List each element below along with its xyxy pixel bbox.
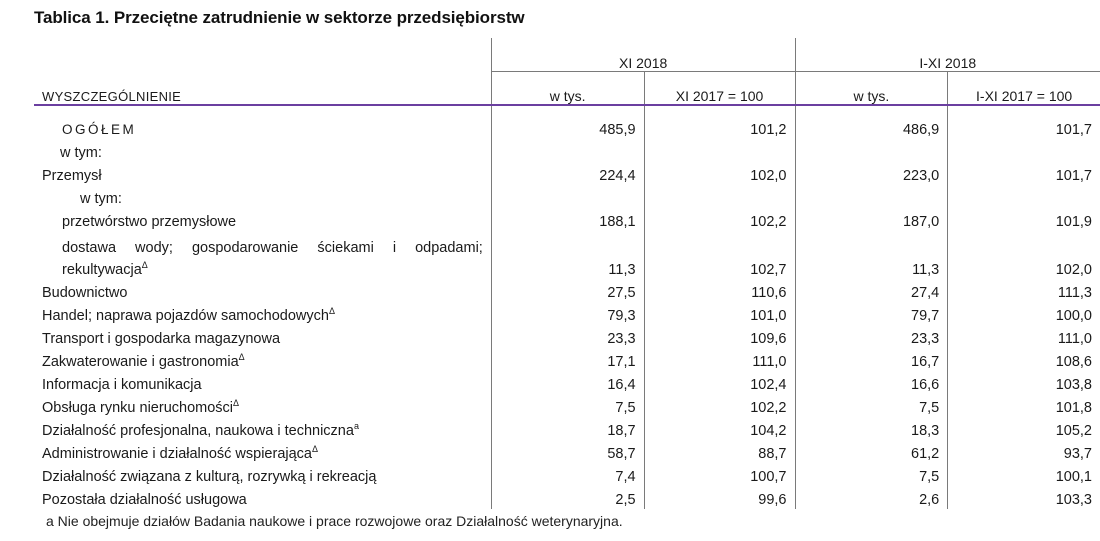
cell-value: 27,4 (795, 279, 948, 302)
row-label: Transport i gospodarka magazynowa (42, 331, 281, 347)
cell-value: 88,7 (644, 440, 795, 463)
table-row (34, 208, 1100, 231)
row-label-text: Działalność profesjonalna, naukowa i techniczna (42, 423, 354, 439)
table-title: Tablica 1. Przeciętne zatrudnienie w sektorze przedsiębiorstw (34, 8, 525, 27)
footnote-marker: Δ (233, 398, 240, 408)
table-row (34, 185, 1100, 208)
cell-value: 79,7 (795, 302, 948, 325)
cell-value: 111,0 (644, 348, 795, 371)
cell-value: 11,3 (491, 231, 644, 279)
cell-value: 102,4 (644, 371, 795, 394)
cell-value: 102,0 (644, 162, 795, 185)
cell-value: 111,3 (948, 279, 1100, 302)
row-label: w tym: (60, 145, 102, 161)
cell-value: 99,6 (644, 486, 795, 509)
cell-value: 100,7 (644, 463, 795, 486)
footnote-marker: Δ (238, 352, 245, 362)
cell-value: 100,0 (948, 302, 1100, 325)
header-group-xi-2018: XI 2018 (491, 38, 795, 72)
table-row (34, 394, 1100, 417)
cell-value: 18,3 (795, 417, 948, 440)
header-g1-col1: w tys. (491, 72, 644, 106)
cell-value: 11,3 (795, 231, 948, 279)
table-row (34, 371, 1100, 394)
footnote-marker: a (353, 421, 359, 431)
row-label: Przemysł (42, 168, 102, 184)
cell-value: 188,1 (491, 208, 644, 231)
header-label: WYSZCZEGÓLNIENIE (42, 89, 182, 104)
table-row (34, 231, 1100, 279)
row-label (34, 231, 491, 279)
cell-value: 102,7 (644, 231, 795, 279)
cell-value: 7,5 (795, 463, 948, 486)
row-label: Pozostała działalność usługowa (42, 492, 247, 508)
cell-value: 485,9 (491, 116, 644, 139)
cell-value: 93,7 (948, 440, 1100, 463)
cell-value: 101,2 (644, 116, 795, 139)
cell-value: 27,5 (491, 279, 644, 302)
cell-value: 7,4 (491, 463, 644, 486)
table-row (34, 463, 1100, 486)
cell-value: 223,0 (795, 162, 948, 185)
row-label-line1: dostawa wody; gospodarowanie ściekami i odpadami; (62, 240, 483, 256)
cell-value: 100,1 (948, 463, 1100, 486)
cell-value: 23,3 (795, 325, 948, 348)
cell-value: 16,6 (795, 371, 948, 394)
table-row (34, 325, 1100, 348)
cell-value: 58,7 (491, 440, 644, 463)
table-row (34, 162, 1100, 185)
employment-table (34, 38, 1100, 509)
row-label: przetwórstwo przemysłowe (62, 214, 237, 230)
footnote-marker: Δ (328, 306, 335, 316)
table-row (34, 417, 1100, 440)
cell-value: 111,0 (948, 325, 1100, 348)
cell-value: 104,2 (644, 417, 795, 440)
table-row (34, 116, 1100, 139)
row-label: Działalność związana z kulturą, rozrywką i rekreacją (42, 469, 377, 485)
row-label (34, 302, 491, 325)
table-row (34, 279, 1100, 302)
cell-value: 101,9 (948, 208, 1100, 231)
row-label: Budownictwo (42, 285, 128, 301)
cell-value: 2,5 (491, 486, 644, 509)
cell-value: 101,7 (948, 162, 1100, 185)
cell-value: 102,0 (948, 231, 1100, 279)
row-label: OGÓŁEM (62, 122, 137, 137)
cell-value: 16,4 (491, 371, 644, 394)
cell-value: 23,3 (491, 325, 644, 348)
cell-value: 486,9 (795, 116, 948, 139)
cell-value: 61,2 (795, 440, 948, 463)
cell-value: 102,2 (644, 394, 795, 417)
cell-value: 7,5 (795, 394, 948, 417)
cell-value: 16,7 (795, 348, 948, 371)
row-label (34, 348, 491, 371)
cell-value: 105,2 (948, 417, 1100, 440)
footnote-marker: Δ (312, 444, 319, 454)
cell-value: 101,8 (948, 394, 1100, 417)
cell-value: 7,5 (491, 394, 644, 417)
header-g2-col1: w tys. (795, 72, 948, 106)
header-g2-col2: I-XI 2017 = 100 (948, 72, 1100, 106)
header-g1-col2: XI 2017 = 100 (644, 72, 795, 106)
footnote: a Nie obejmuje działów Badania naukowe i prace rozwojowe oraz Działalność weterynaryjna. (46, 513, 623, 529)
table-row (34, 440, 1100, 463)
footnote-marker: Δ (141, 260, 148, 270)
row-label-text: Zakwaterowanie i gastronomia (42, 354, 239, 370)
row-label: w tym: (80, 191, 122, 207)
cell-value: 109,6 (644, 325, 795, 348)
cell-value: 224,4 (491, 162, 644, 185)
row-label-text: Handel; naprawa pojazdów samochodowych (42, 308, 329, 324)
table-row (34, 302, 1100, 325)
row-label (34, 417, 491, 440)
cell-value: 103,8 (948, 371, 1100, 394)
table-row (34, 139, 1100, 162)
cell-value: 2,6 (795, 486, 948, 509)
table-row (34, 348, 1100, 371)
cell-value: 79,3 (491, 302, 644, 325)
row-label (34, 440, 491, 463)
row-label-line2: rekultywacja (62, 262, 142, 278)
row-label: Informacja i komunikacja (42, 377, 202, 393)
cell-value: 102,2 (644, 208, 795, 231)
row-label (34, 394, 491, 417)
cell-value: 108,6 (948, 348, 1100, 371)
cell-value: 187,0 (795, 208, 948, 231)
header-group-i-xi-2018: I-XI 2018 (795, 38, 1100, 72)
table-row (34, 486, 1100, 509)
cell-value: 101,7 (948, 116, 1100, 139)
cell-value: 17,1 (491, 348, 644, 371)
cell-value: 110,6 (644, 279, 795, 302)
row-label-text: Obsługa rynku nieruchomości (42, 400, 234, 416)
cell-value: 18,7 (491, 417, 644, 440)
cell-value: 101,0 (644, 302, 795, 325)
cell-value: 103,3 (948, 486, 1100, 509)
row-label-text: Administrowanie i działalność wspierająca (42, 446, 312, 462)
